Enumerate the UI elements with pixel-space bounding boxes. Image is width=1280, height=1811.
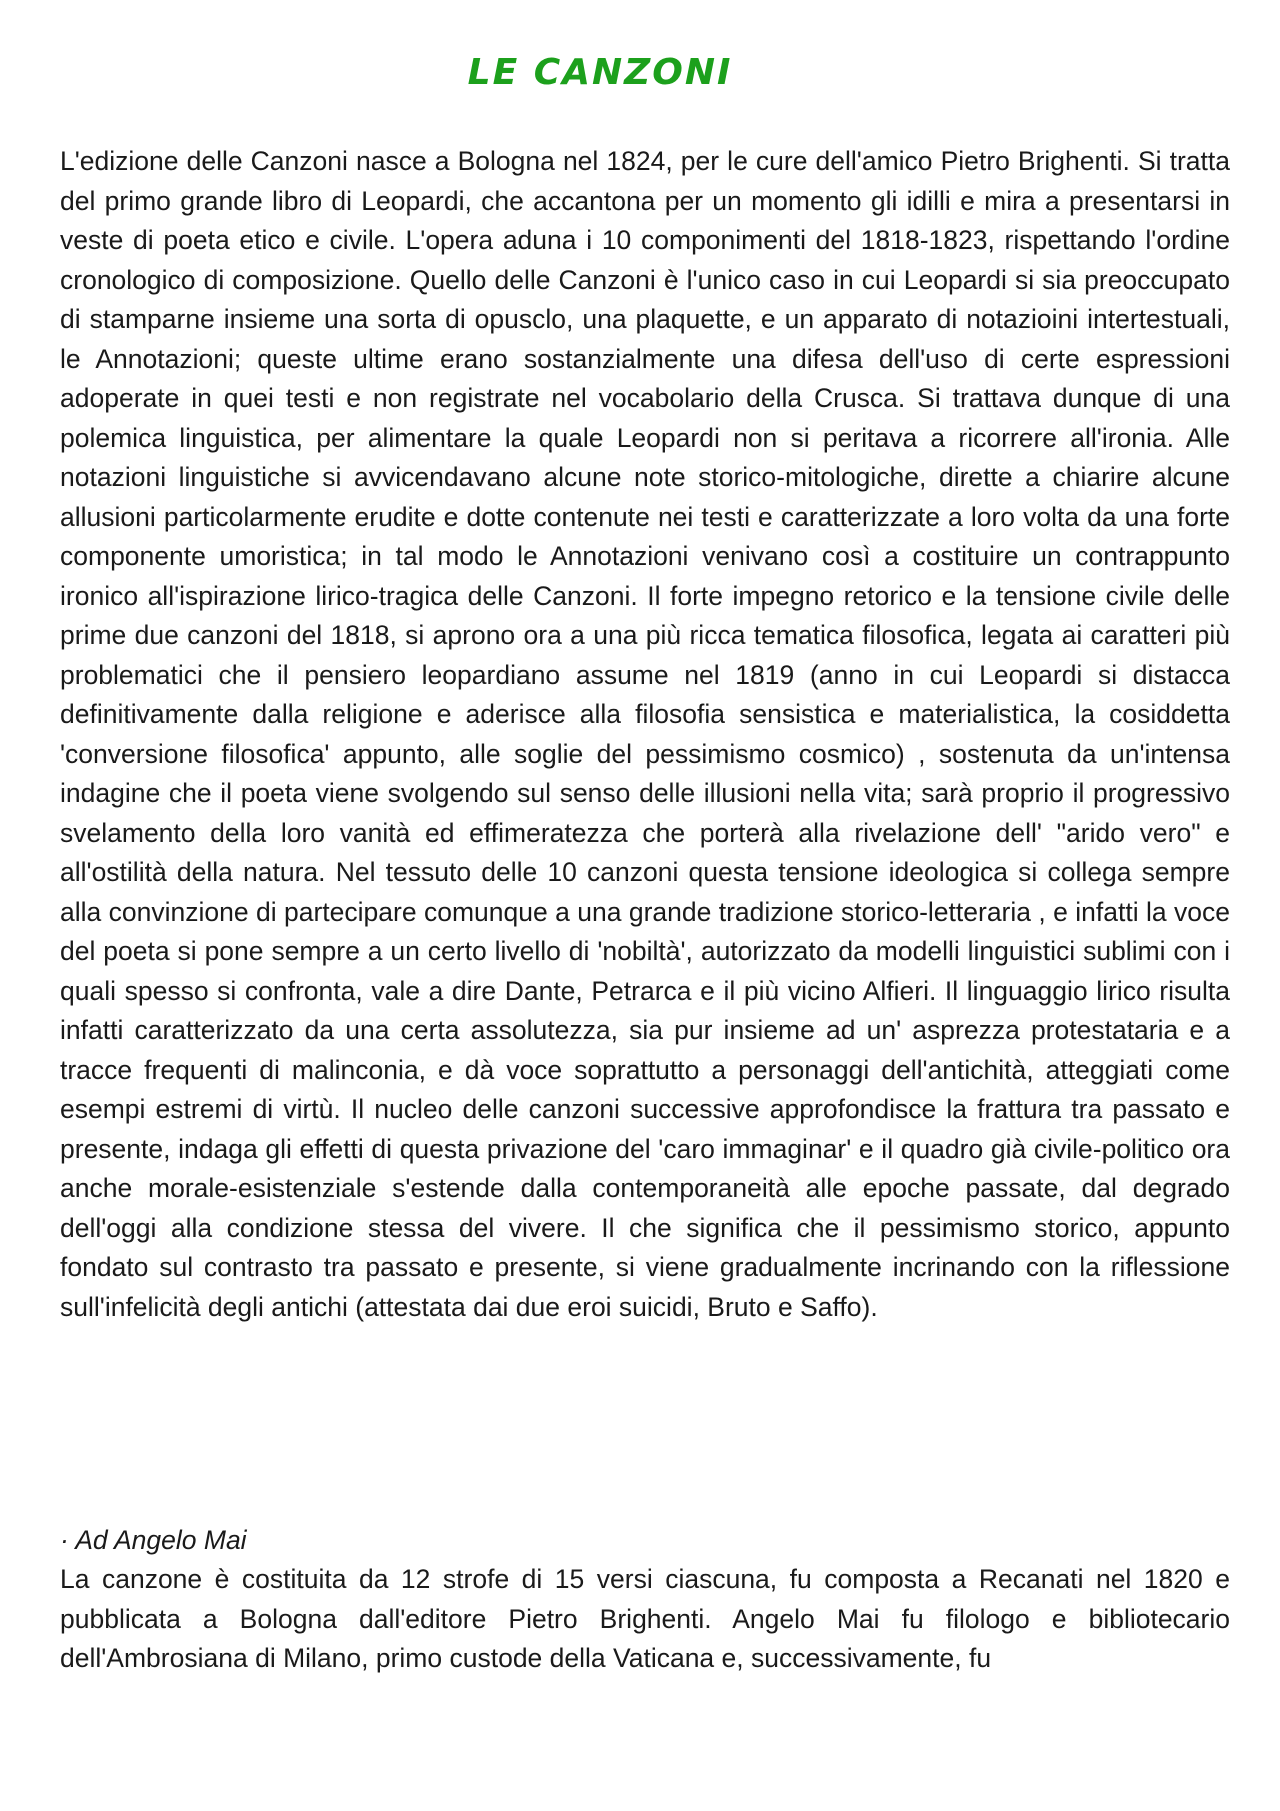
section-paragraph: La canzone è costituita da 12 strofe di 15 versi ciascuna, fu composta a Recanati nel 1820 e pubblicata a Bologna dall'editore Pietro Brighenti. Angelo Mai fu filologo e bibliotecario dell'Ambrosiana di Milano, primo custode della Vaticana e, successivamente, fu [60, 1564, 1230, 1673]
intro-paragraph: L'edizione delle Canzoni nasce a Bologna nel 1824, per le cure dell'amico Pietro Brighenti. Si tratta del primo grande libro di Leopardi, che accantona per un momento gli idilli e mira a presentarsi in veste di poeta etico e civile. L'opera aduna i 10 componimenti del 1818-1823, rispettando l'ordine cronologico di composizione. Quello delle Canzoni è l'unico caso in cui Leopardi si sia preoccupato di stamparne insieme una sorta di opusclo, una plaquette, e un apparato di notazioini intertestuali, le Annotazioni; queste ultime erano sostanzialmente una difesa dell'uso di certe espressioni adoperate in quei testi e non registrate nel vocabolario della Crusca. Si trattava dunque di una polemica linguistica, per alimentare la quale Leopardi non si peritava a ricorrere all'ironia. Alle notazioni linguistiche si avvicendavano alcune note storico-mitologiche, dirette a chiarire alcune allusioni particolarmente erudite e dotte contenute nei testi e caratterizzate a loro volta da una forte componente umoristica; in tal modo le Annotazioni venivano così a costituire un contrappunto ironico all'ispirazione lirico-tragica delle Canzoni. Il forte impegno retorico e la tensione civile delle prime due canzoni del 1818, si aprono ora a una più ricca tematica filosofica, legata ai caratteri più problematici che il pensiero leopardiano assume nel 1819 (anno in cui Leopardi si distacca definitivamente dalla religione e aderisce alla filosofia sensistica e materialistica, la cosiddetta 'conversione filosofica' appunto, alle soglie del pessimismo cosmico) , sostenuta da un'intensa indagine che il poeta viene svolgendo sul senso delle illusioni nella vita; sarà proprio il progressivo svelamento della loro vanità ed effimeratezza che porterà alla rivelazione dell' "arido vero" e all'ostilità della natura. Nel tessuto delle 10 canzoni questa tensione ideologica si collega sempre alla convinzione di partecipare comunque a una grande tradizione storico-letteraria , e infatti la voce del poeta si pone sempre a un certo livello di 'nobiltà', autorizzato da modelli linguistici sublimi con i quali spesso si confronta, vale a dire Dante, Petrarca e il più vicino Alfieri. Il linguaggio lirico risulta infatti caratterizzato da una certa assolutezza, sia pur insieme ad un' asprezza protestataria e a tracce frequenti di malinconia, e dà voce soprattutto a personaggi dell'antichità, atteggiati come esempi estremi di virtù. Il nucleo delle canzoni successive approfondisce la frattura tra passato e presente, indaga gli effetti di questa privazione del 'caro immaginar' e il quadro già civile-politico ora anche morale-esistenziale s'estende dalla contemporaneità alle epoche passate, dal degrado dell'oggi alla condizione stessa del vivere. Il che significa che il pessimismo storico, appunto fondato sul contrasto tra passato e presente, si viene gradualmente incrinando con la riflessione sull'infelicità degli antichi (attestata dai due eroi suicidi, Bruto e Saffo). [60, 146, 1230, 1322]
page-title: LE CANZONI [467, 52, 733, 93]
section-heading: · Ad Angelo Mai [60, 1525, 247, 1555]
